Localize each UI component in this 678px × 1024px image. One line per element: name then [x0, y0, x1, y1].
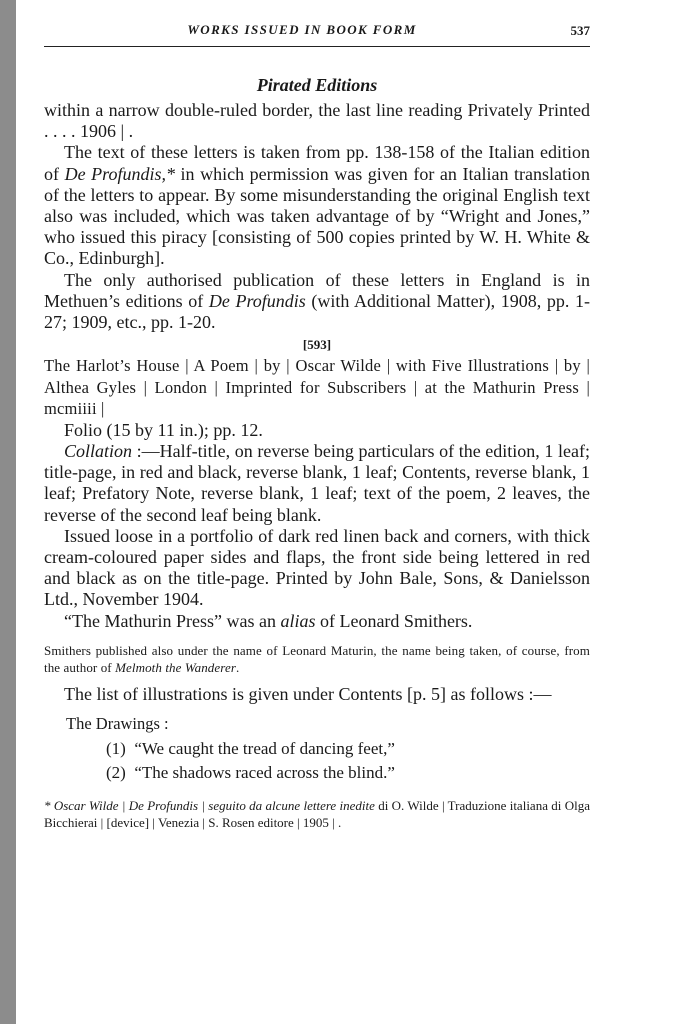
drawing-item — [106, 737, 590, 761]
alias-italic: alias — [280, 610, 316, 631]
drawing-caption: “We caught the tread of dancing feet,” — [134, 738, 395, 758]
paragraph-border-description: within a narrow double-ruled border, the last line reading Privately Printed . . . . 1906 | . — [44, 100, 590, 142]
note-text: . — [235, 659, 240, 675]
entry-collation — [44, 441, 590, 526]
drawing-number: (1) — [106, 738, 126, 758]
page-header — [44, 22, 590, 46]
paragraph-authorised-publication — [44, 270, 590, 334]
collation-text: :—Half-title, on reverse being particulars of the edition, 1 leaf; title-page, in red and black, reverse blank, 1 leaf; Contents, reverse blank, 1 leaf; Prefatory Note, reverse blank, 1 leaf; text of the poem, 2 leaves, the reverse of the second leaf being blank. — [44, 440, 590, 525]
entry-format: Folio (15 by 11 in.); pp. 12. — [64, 419, 263, 440]
note-italic-title: Melmoth the Wanderer — [115, 659, 236, 675]
smithers-note — [44, 642, 590, 676]
book-spine-edge — [0, 0, 16, 1024]
running-head: WORKS ISSUED IN BOOK FORM — [187, 22, 417, 37]
drawing-caption: “The shadows raced across the blind.” — [134, 762, 395, 782]
book-title-italic: De Profundis,* — [64, 163, 175, 184]
footnote — [44, 797, 590, 831]
book-title-italic: De Profundis — [208, 290, 306, 311]
paragraph-text: of Leonard Smithers. — [315, 610, 473, 631]
entry-title-transcription: The Harlot’s House | A Poem | by | Oscar Wilde | with Five Illustrations | by | Althea Gyles | London | Imprinted for Subscribers | at the Mathurin Press | mcmiiii | — [44, 356, 590, 419]
paragraph-text: The text of these letters is taken from pp. 138-158 of the Italian edition of — [44, 142, 590, 184]
header-rule — [44, 46, 590, 47]
paragraph-text: The only authorised publication of these letters in England is in Methuen’s editions of — [44, 269, 590, 311]
page-number: 537 — [570, 23, 590, 38]
paragraph-italian-edition — [44, 142, 590, 269]
footnote-text: di O. Wilde | Traduzione italiana di Olga Bicchierai | [device] | Venezia | S. Rosen editore | 1905 | . — [44, 797, 590, 830]
section-title: Pirated Editions — [256, 75, 378, 95]
paragraph-text: in which permission was given for an Italian translation of the letters to appear. By some misunderstanding the original English text also was included, which was taken advantage of by “Wright and Jones,” who issued this piracy [consisting of 500 copies printed by W. H. White & Co., Edinburgh]. — [44, 163, 590, 269]
drawings-heading: The Drawings : — [66, 713, 169, 733]
collation-label: Collation — [64, 440, 133, 461]
paragraph-text: (with Additional Matter), 1908, pp. 1-27; 1909, etc., pp. 1-20. — [44, 290, 590, 333]
entry-issued: Issued loose in a portfolio of dark red linen back and corners, with thick cream-coloured paper sides and flaps, the front side being lettered in red and black as on the title-page. Printed by John Bale, Sons, & Danielsson Ltd., November 1904. — [44, 525, 590, 610]
note-text: Smithers published also under the name of Leonard Maturin, the name being taken, of course, from the author of — [44, 642, 590, 675]
drawing-number: (2) — [106, 762, 126, 782]
footnote-italic: * Oscar Wilde | De Profundis | seguito da alcune lettere inedite — [44, 797, 375, 813]
paragraph-text: “The Mathurin Press” was an — [64, 610, 281, 631]
entry-number: [593] — [302, 337, 332, 353]
contents-intro: The list of illustrations is given under Contents [p. 5] as follows :— — [64, 683, 552, 704]
entry-alias — [44, 611, 590, 632]
book-page — [44, 22, 590, 1012]
drawing-item — [106, 761, 590, 785]
